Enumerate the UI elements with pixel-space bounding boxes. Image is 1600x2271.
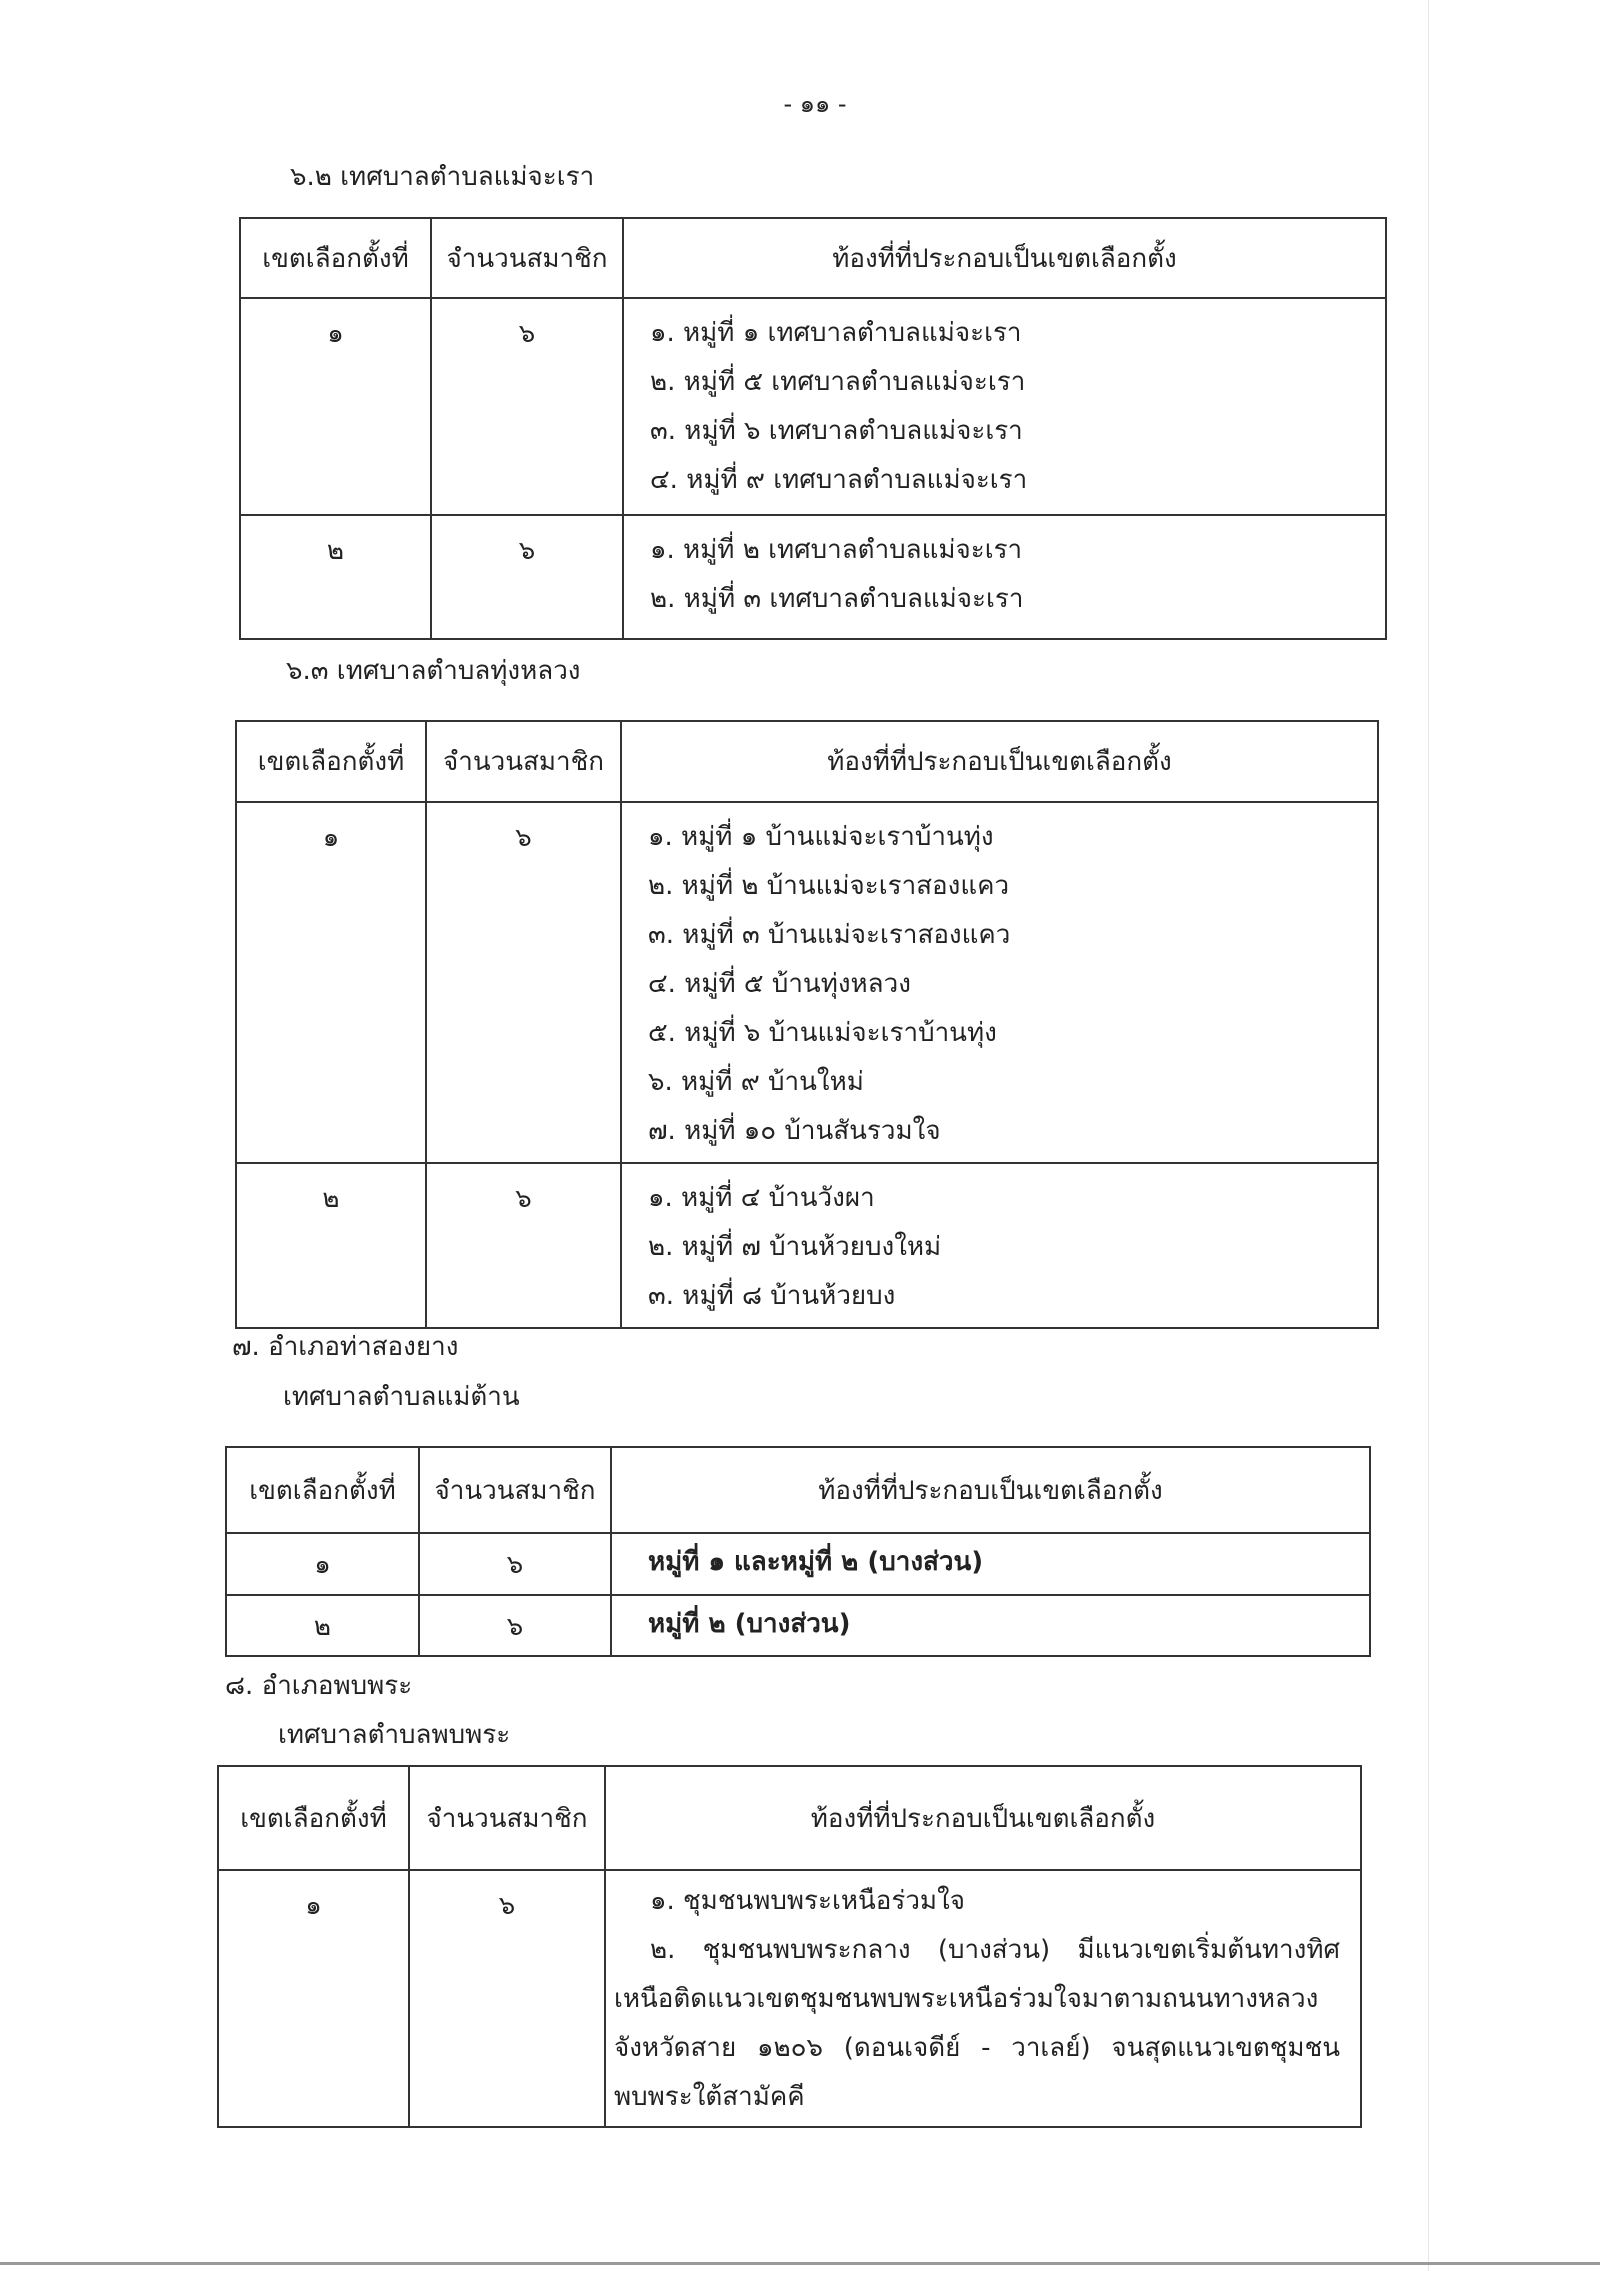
- col-members: จำนวนสมาชิก: [426, 721, 621, 802]
- section-heading-8: ๘. อำเภอพบพระ: [225, 1671, 413, 1701]
- zone-cell: ๒: [240, 515, 431, 639]
- area-item: ๖. หมู่ที่ ๙ บ้านใหม่: [648, 1067, 864, 1097]
- col-zone: เขตเลือกตั้งที่: [218, 1766, 409, 1870]
- zone-cell: ๑: [240, 298, 431, 515]
- col-zone: เขตเลือกตั้งที่: [240, 218, 431, 298]
- section-heading-7: ๗. อำเภอท่าสองยาง: [232, 1332, 459, 1362]
- table-8: [217, 1765, 1362, 2128]
- area-item: ๒. หมู่ที่ ๕ เทศบาลตำบลแม่จะเรา: [650, 367, 1026, 397]
- section-subheading-7: เทศบาลตำบลแม่ต้าน: [283, 1382, 520, 1412]
- areas-cell: [611, 1533, 1370, 1595]
- table-6-3: [235, 720, 1379, 1329]
- area-item: ๓. หมู่ที่ ๖ เทศบาลตำบลแม่จะเรา: [650, 416, 1023, 446]
- area-item: ๔. หมู่ที่ ๙ เทศบาลตำบลแม่จะเรา: [650, 465, 1028, 495]
- members-cell: ๖: [426, 802, 621, 1163]
- members-cell: ๖: [419, 1533, 611, 1595]
- col-members: จำนวนสมาชิก: [409, 1766, 605, 1870]
- area-item: ๓. หมู่ที่ ๓ บ้านแม่จะเราสองแคว: [648, 920, 1011, 950]
- area-item: ๔. หมู่ที่ ๕ บ้านทุ่งหลวง: [648, 969, 911, 999]
- table-row: [236, 1163, 1378, 1328]
- col-zone: เขตเลือกตั้งที่: [226, 1447, 419, 1533]
- area-item: ๕. หมู่ที่ ๖ บ้านแม่จะเราบ้านทุ่ง: [648, 1018, 997, 1048]
- table-header: [236, 721, 1378, 802]
- members-cell: ๖: [431, 515, 623, 639]
- areas-cell: [621, 802, 1378, 1163]
- table-row: [226, 1595, 1370, 1656]
- area-item: ๑. หมู่ที่ ๔ บ้านวังผา: [648, 1183, 875, 1213]
- zone-cell: ๒: [236, 1163, 426, 1328]
- area-item: ๑. หมู่ที่ ๑ บ้านแม่จะเราบ้านทุ่ง: [648, 822, 994, 852]
- zone-cell: ๑: [226, 1533, 419, 1595]
- col-zone: เขตเลือกตั้งที่: [236, 721, 426, 802]
- area-item: ๑. หมู่ที่ ๒ เทศบาลตำบลแม่จะเรา: [650, 535, 1023, 565]
- scan-edge-bottom: [0, 2262, 1600, 2265]
- col-areas: ท้องที่ที่ประกอบเป็นเขตเลือกตั้ง: [605, 1766, 1361, 1870]
- table-row: [236, 802, 1378, 1163]
- table-header: [218, 1766, 1361, 1870]
- areas-cell: [621, 1163, 1378, 1328]
- members-cell: ๖: [419, 1595, 611, 1656]
- area-item: ๗. หมู่ที่ ๑๐ บ้านสันรวมใจ: [648, 1116, 941, 1146]
- table-row: [218, 1870, 1361, 2127]
- page-number: - ๑๑ -: [783, 90, 847, 118]
- areas-cell: [611, 1595, 1370, 1656]
- members-cell: ๖: [431, 298, 623, 515]
- table-row: [240, 515, 1386, 639]
- section-heading-6-3: ๖.๓ เทศบาลตำบลทุ่งหลวง: [286, 656, 581, 686]
- table-header: [226, 1447, 1370, 1533]
- section-heading-6-2: ๖.๒ เทศบาลตำบลแม่จะเรา: [290, 162, 595, 192]
- col-areas: ท้องที่ที่ประกอบเป็นเขตเลือกตั้ง: [621, 721, 1378, 802]
- col-members: จำนวนสมาชิก: [419, 1447, 611, 1533]
- area-item: ๒. หมู่ที่ ๗ บ้านห้วยบงใหม่: [648, 1232, 942, 1262]
- zone-cell: ๑: [236, 802, 426, 1163]
- col-areas: ท้องที่ที่ประกอบเป็นเขตเลือกตั้ง: [623, 218, 1386, 298]
- areas-cell: [623, 515, 1386, 639]
- section-subheading-8: เทศบาลตำบลพบพระ: [278, 1720, 511, 1750]
- table-6-2: [239, 217, 1387, 640]
- area-item: ๒. ชุมชนพบพระกลาง (บางส่วน) มีแนวเขตเริ่มต้นทางทิศเหนือติดแนวเขตชุมชนพบพระเหนือร่วมใจมาตามถนนทางหลวงจังหวัดสาย ๑๒๐๖ (ดอนเจดีย์ - วาเลย์) จนสุดแนวเขตชุมชนพบพระใต้สามัคคี: [614, 1935, 1340, 2112]
- table-7: [225, 1446, 1371, 1657]
- table-header: [240, 218, 1386, 298]
- members-cell: ๖: [409, 1870, 605, 2127]
- area-item: หมู่ที่ ๑ และหมู่ที่ ๒ (บางส่วน): [648, 1547, 984, 1577]
- zone-cell: ๒: [226, 1595, 419, 1656]
- areas-cell: [623, 298, 1386, 515]
- scan-edge: [1428, 0, 1429, 2271]
- table-row: [240, 298, 1386, 515]
- area-item: ๒. หมู่ที่ ๓ เทศบาลตำบลแม่จะเรา: [650, 584, 1024, 614]
- area-item: ๒. หมู่ที่ ๒ บ้านแม่จะเราสองแคว: [648, 871, 1010, 901]
- area-item: ๑. หมู่ที่ ๑ เทศบาลตำบลแม่จะเรา: [650, 318, 1022, 348]
- members-cell: ๖: [426, 1163, 621, 1328]
- area-item: ๑. ชุมชนพบพระเหนือร่วมใจ: [650, 1886, 965, 1916]
- area-item: หมู่ที่ ๒ (บางส่วน): [648, 1609, 851, 1639]
- area-item: ๓. หมู่ที่ ๘ บ้านห้วยบง: [648, 1281, 896, 1311]
- col-areas: ท้องที่ที่ประกอบเป็นเขตเลือกตั้ง: [611, 1447, 1370, 1533]
- areas-cell: [605, 1870, 1361, 2127]
- col-members: จำนวนสมาชิก: [431, 218, 623, 298]
- table-row: [226, 1533, 1370, 1595]
- zone-cell: ๑: [218, 1870, 409, 2127]
